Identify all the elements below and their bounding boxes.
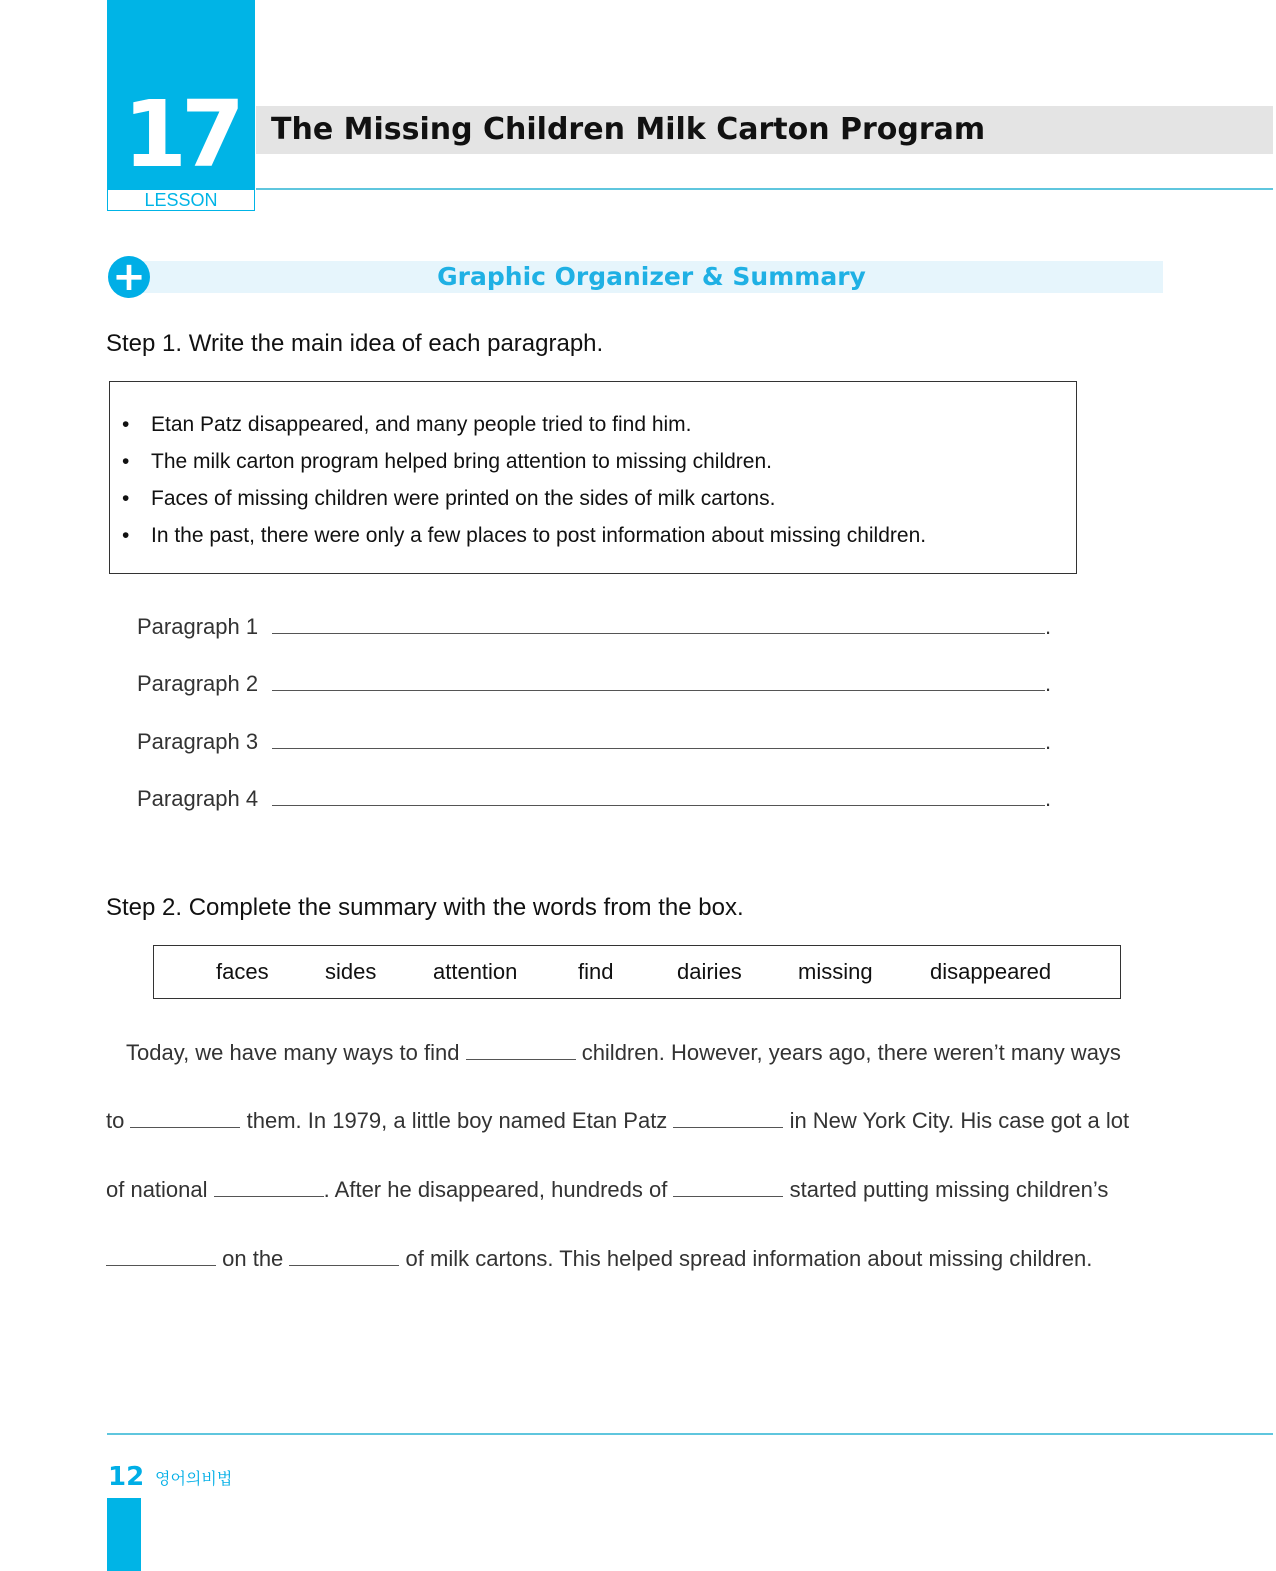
paragraph-row [137, 614, 1051, 640]
main-idea-bullet: • Etan Patz disappeared, and many people tried to find him. [110, 406, 1076, 443]
summary-text: . After he disappeared, hundreds of [323, 1177, 668, 1202]
summary-text: of milk cartons. This helped spread information about missing children. [405, 1246, 1093, 1271]
main-idea-box [109, 381, 1077, 574]
word-option: missing [798, 959, 873, 984]
summary-text: started putting missing children’s [789, 1177, 1109, 1202]
main-idea-bullet: • Faces of missing children were printed on the sides of milk cartons. [110, 480, 1076, 517]
summary-blank[interactable] [673, 1109, 783, 1128]
answer-line[interactable] [272, 732, 1045, 749]
summary-text: them. In 1979, a little boy named Etan Patz [246, 1108, 668, 1133]
summary-line [106, 1177, 1168, 1203]
word-option: disappeared [930, 959, 1052, 984]
paragraph-row [137, 729, 1051, 755]
footer-divider [107, 1433, 1273, 1435]
word-box [153, 945, 1121, 999]
summary-blank[interactable] [214, 1178, 324, 1197]
step2-heading: Step 2. Complete the summary with the words from the box. [106, 894, 744, 921]
main-idea-bullet: • The milk carton program helped bring attention to missing children. [110, 443, 1076, 480]
word-option: faces [216, 959, 269, 984]
paragraph-label: Paragraph 2 [137, 671, 259, 696]
summary-blank[interactable] [289, 1247, 399, 1266]
summary-blank[interactable] [466, 1041, 576, 1060]
page-number: 12 [108, 1462, 145, 1492]
summary-text: children. However, years ago, there weren’t many ways [581, 1040, 1121, 1065]
paragraph-row [137, 786, 1051, 812]
word-option: attention [433, 959, 518, 984]
word-option: dairies [677, 959, 742, 984]
summary-line [106, 1246, 1168, 1272]
summary-text: in New York City. His case got a lot [789, 1108, 1130, 1133]
plus-circle-icon: + [108, 256, 150, 298]
book-name: 영어의비법 [155, 1471, 233, 1488]
answer-line[interactable] [272, 789, 1045, 806]
word-option: find [578, 959, 614, 984]
answer-line[interactable] [272, 674, 1045, 691]
header-divider [256, 188, 1273, 190]
word-option: sides [325, 959, 377, 984]
paragraph-label: Paragraph 1 [137, 614, 259, 639]
footer-accent-block [107, 1498, 141, 1571]
summary-blank[interactable] [130, 1109, 240, 1128]
line-end: . [1045, 786, 1052, 811]
summary-text: to [106, 1108, 125, 1133]
section-title: Graphic Organizer & Summary [437, 262, 866, 291]
summary-text: Today, we have many ways to find [126, 1040, 460, 1065]
summary-line [106, 1108, 1168, 1134]
line-end: . [1045, 614, 1052, 639]
answer-line[interactable] [272, 617, 1045, 634]
lesson-label: LESSON [107, 189, 255, 211]
paragraph-row [137, 671, 1051, 697]
line-end: . [1045, 671, 1052, 696]
summary-text: of national [106, 1177, 208, 1202]
summary-blank[interactable] [673, 1178, 783, 1197]
lesson-number: 17 [122, 81, 240, 188]
summary-text: on the [222, 1246, 284, 1271]
paragraph-label: Paragraph 4 [137, 786, 259, 811]
main-idea-bullet: • In the past, there were only a few places to post information about missing children. [110, 517, 1076, 554]
step1-heading: Step 1. Write the main idea of each paragraph. [106, 330, 604, 357]
summary-blank[interactable] [106, 1247, 216, 1266]
summary-line [106, 1040, 1168, 1066]
line-end: . [1045, 729, 1052, 754]
page-title: The Missing Children Milk Carton Program [271, 112, 986, 147]
paragraph-label: Paragraph 3 [137, 729, 259, 754]
